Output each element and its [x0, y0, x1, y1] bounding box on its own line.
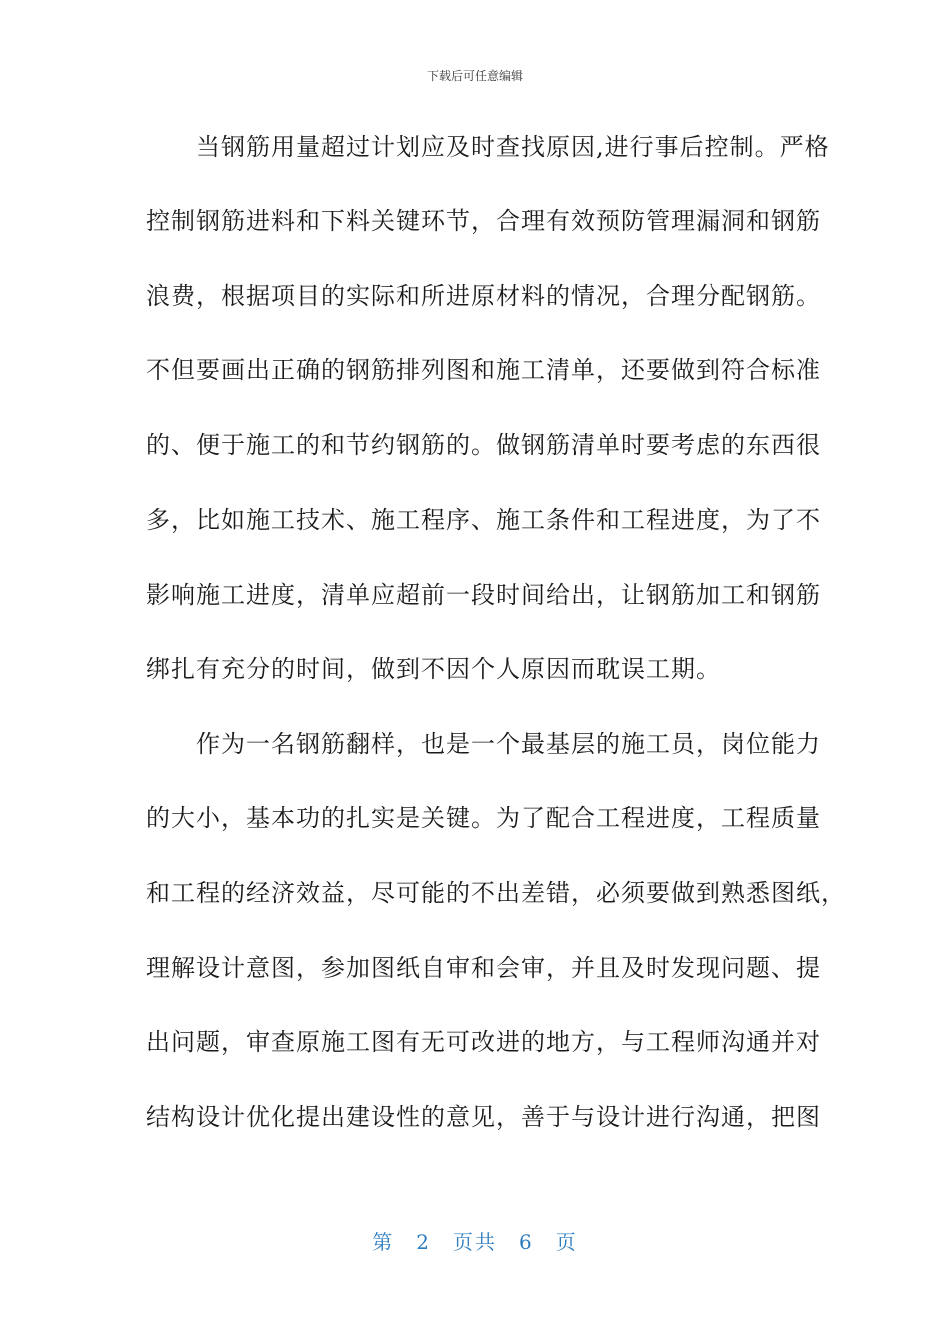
page-header-note: 下载后可任意编辑 — [426, 69, 523, 83]
text-line: 多，比如施工技术、施工程序、施工条件和工程进度，为了不 — [146, 506, 821, 534]
text-line: 作为一名钢筋翻样，也是一个最基层的施工员，岗位能力 — [146, 730, 821, 758]
text-line: 当钢筋用量超过计划应及时查找原因,进行事后控制。严格 — [146, 133, 830, 161]
page-prefix: 第 — [372, 1230, 395, 1254]
text-line: 不但要画出正确的钢筋排列图和施工清单，还要做到符合标准 — [146, 356, 821, 384]
text-line: 的大小，基本功的扎实是关键。为了配合工程进度，工程质量 — [146, 804, 821, 832]
text-line: 结构设计优化提出建设性的意见，善于与设计进行沟通，把图 — [146, 1103, 821, 1131]
text-line: 理解设计意图，参加图纸自审和会审，并且及时发现问题、提 — [146, 954, 821, 982]
text-line: 和工程的经济效益，尽可能的不出差错，必须要做到熟悉图纸， — [146, 879, 846, 907]
text-line: 影响施工进度，清单应超前一段时间给出，让钢筋加工和钢筋 — [146, 581, 821, 609]
page-suffix: 页 — [555, 1230, 578, 1254]
text-line: 出问题，审查原施工图有无可改进的地方，与工程师沟通并对 — [146, 1028, 821, 1056]
text-line: 控制钢筋进料和下料关键环节，合理有效预防管理漏洞和钢筋 — [146, 207, 821, 235]
total-page-number: 6 — [519, 1230, 534, 1254]
current-page-number: 2 — [416, 1230, 431, 1254]
page-middle: 页共 — [453, 1230, 497, 1254]
text-line: 浪费，根据项目的实际和所进原材料的情况，合理分配钢筋。 — [146, 282, 821, 310]
text-line: 的、便于施工的和节约钢筋的。做钢筋清单时要考虑的东西很 — [146, 431, 821, 459]
text-line: 绑扎有充分的时间，做到不因个人原因而耽误工期。 — [146, 655, 721, 683]
page-number-footer — [0, 1226, 950, 1255]
